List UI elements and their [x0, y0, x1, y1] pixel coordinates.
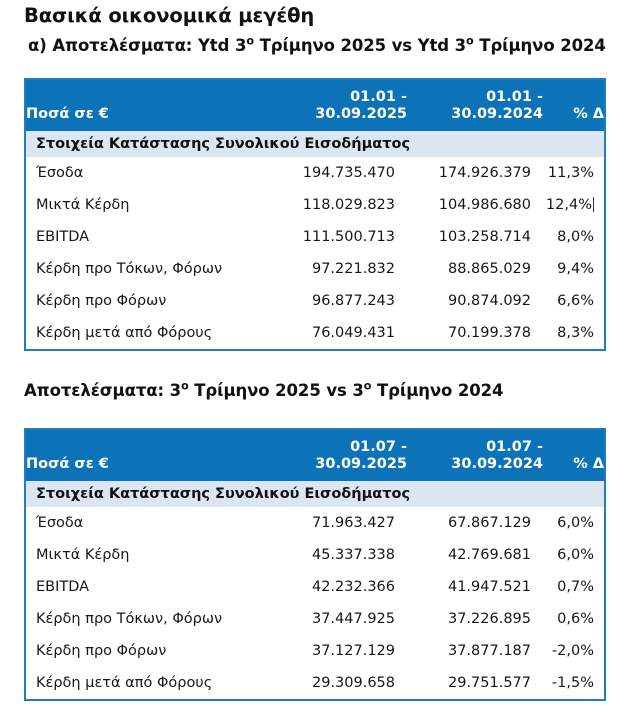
row-delta: -2,0% — [543, 635, 605, 667]
row-value-2024: 37.877.187 — [407, 635, 543, 667]
row-value-2024: 29.751.577 — [407, 667, 543, 700]
row-label: Κέρδη μετά από Φόρους — [25, 667, 271, 700]
row-label: Κέρδη προ Φόρων — [25, 285, 271, 317]
table-row — [25, 253, 605, 285]
table-q3-header — [25, 429, 605, 481]
row-delta-with-cursor — [543, 189, 605, 221]
table-q3-header-col3: % Δ — [543, 456, 605, 481]
table-q3-section-label: Στοιχεία Κατάστασης Συνολικού Εισοδήματος — [25, 481, 605, 507]
row-value-2025: 97.221.832 — [271, 253, 407, 285]
row-label: Έσοδα — [25, 157, 271, 189]
row-delta: 6,0% — [543, 539, 605, 571]
section-a-title-prefix: α) Αποτελέσματα: Ytd 3 — [28, 36, 247, 55]
row-value-2024: 88.865.029 — [407, 253, 543, 285]
row-delta: -1,5% — [543, 667, 605, 700]
section-b-title-middle: Τρίμηνο 2025 vs 3 — [188, 381, 364, 400]
row-value-2025: 118.029.823 — [271, 189, 407, 221]
table-ytd-results — [24, 78, 606, 351]
section-b-title-prefix: Αποτελέσματα: 3 — [24, 381, 182, 400]
row-label: Μικτά Κέρδη — [25, 539, 271, 571]
row-label: Μικτά Κέρδη — [25, 189, 271, 221]
row-value-2025: 45.337.338 — [271, 539, 407, 571]
row-delta: 6,0% — [543, 507, 605, 539]
table-ytd-header-row-bottom — [25, 106, 605, 131]
row-delta: 12,4% — [545, 197, 592, 213]
table-ytd-header-col1-line1: 01.01 - — [271, 79, 407, 106]
table-row — [25, 571, 605, 603]
row-value-2024: 104.986.680 — [407, 189, 543, 221]
table-q3-header-col1-line1: 01.07 - — [271, 429, 407, 456]
table-ytd-header-blank — [25, 79, 271, 106]
table-q3-header-label-col: Ποσά σε € — [25, 456, 271, 481]
row-delta: 6,6% — [543, 285, 605, 317]
table-ytd-header-col3: % Δ — [543, 106, 605, 131]
table-q3-header-col1-line2: 30.09.2025 — [271, 456, 407, 481]
section-b-ordinal-1: ο — [181, 379, 189, 393]
row-value-2025: 42.232.366 — [271, 571, 407, 603]
table-row — [25, 189, 605, 221]
table-q3-header-col3-blank — [543, 429, 605, 456]
row-value-2025: 76.049.431 — [271, 317, 407, 350]
table-ytd-body — [25, 131, 605, 350]
table-ytd-header — [25, 79, 605, 131]
table-ytd-section-label: Στοιχεία Κατάστασης Συνολικού Εισοδήματος — [25, 131, 605, 157]
section-a-title-middle: Τρίμηνο 2025 vs Ytd 3 — [253, 36, 467, 55]
row-delta: 8,0% — [543, 221, 605, 253]
section-a-title — [28, 36, 606, 55]
row-value-2025: 29.309.658 — [271, 667, 407, 700]
table-q3-header-blank — [25, 429, 271, 456]
row-label: Κέρδη μετά από Φόρους — [25, 317, 271, 350]
table-q3-header-col2-line1: 01.07 - — [407, 429, 543, 456]
row-label: EBITDA — [25, 571, 271, 603]
row-value-2025: 194.735.470 — [271, 157, 407, 189]
row-delta: 0,6% — [543, 603, 605, 635]
table-q3-section-row — [25, 481, 605, 507]
row-label: Έσοδα — [25, 507, 271, 539]
page-title: Βασικά οικονομικά μεγέθη — [24, 4, 315, 27]
table-ytd-header-col2-line2: 30.09.2024 — [407, 106, 543, 131]
row-value-2024: 37.226.895 — [407, 603, 543, 635]
row-value-2025: 37.127.129 — [271, 635, 407, 667]
row-value-2025: 37.447.925 — [271, 603, 407, 635]
table-ytd-header-col2-line1: 01.01 - — [407, 79, 543, 106]
section-b-title-end: Τρίμηνο 2024 — [371, 381, 504, 400]
text-cursor-icon — [593, 197, 594, 212]
table-row — [25, 285, 605, 317]
row-delta: 0,7% — [543, 571, 605, 603]
row-value-2024: 67.867.129 — [407, 507, 543, 539]
table-q3-results — [24, 428, 606, 701]
row-value-2024: 41.947.521 — [407, 571, 543, 603]
table-ytd-header-row-top — [25, 79, 605, 106]
row-delta: 8,3% — [543, 317, 605, 350]
row-label: Κέρδη προ Τόκων, Φόρων — [25, 253, 271, 285]
table-ytd-header-col1-line2: 30.09.2025 — [271, 106, 407, 131]
row-label: EBITDA — [25, 221, 271, 253]
table-ytd-section-row — [25, 131, 605, 157]
section-a-title-end: Τρίμηνο 2024 — [473, 36, 606, 55]
table-q3-header-row-bottom — [25, 456, 605, 481]
row-value-2025: 96.877.243 — [271, 285, 407, 317]
table-q3-header-row-top — [25, 429, 605, 456]
table-q3-header-col2-line2: 30.09.2024 — [407, 456, 543, 481]
table-row — [25, 603, 605, 635]
row-value-2024: 70.199.378 — [407, 317, 543, 350]
table-ytd-header-label-col: Ποσά σε € — [25, 106, 271, 131]
row-delta: 9,4% — [543, 253, 605, 285]
table-row — [25, 539, 605, 571]
row-value-2024: 90.874.092 — [407, 285, 543, 317]
table-row — [25, 221, 605, 253]
table-row — [25, 157, 605, 189]
section-a-ordinal-2: ο — [466, 34, 474, 48]
table-row — [25, 635, 605, 667]
table-q3-body — [25, 481, 605, 700]
table-row — [25, 507, 605, 539]
table-ytd-header-col3-blank — [543, 79, 605, 106]
section-b-title — [24, 381, 503, 400]
table-row — [25, 317, 605, 350]
row-value-2025: 71.963.427 — [271, 507, 407, 539]
section-a-ordinal-1: ο — [246, 34, 254, 48]
row-label: Κέρδη προ Φόρων — [25, 635, 271, 667]
row-label: Κέρδη προ Τόκων, Φόρων — [25, 603, 271, 635]
row-value-2025: 111.500.713 — [271, 221, 407, 253]
row-value-2024: 42.769.681 — [407, 539, 543, 571]
section-b-ordinal-2: ο — [363, 379, 372, 393]
row-delta: 11,3% — [543, 157, 605, 189]
table-row — [25, 667, 605, 700]
row-value-2024: 174.926.379 — [407, 157, 543, 189]
row-value-2024: 103.258.714 — [407, 221, 543, 253]
